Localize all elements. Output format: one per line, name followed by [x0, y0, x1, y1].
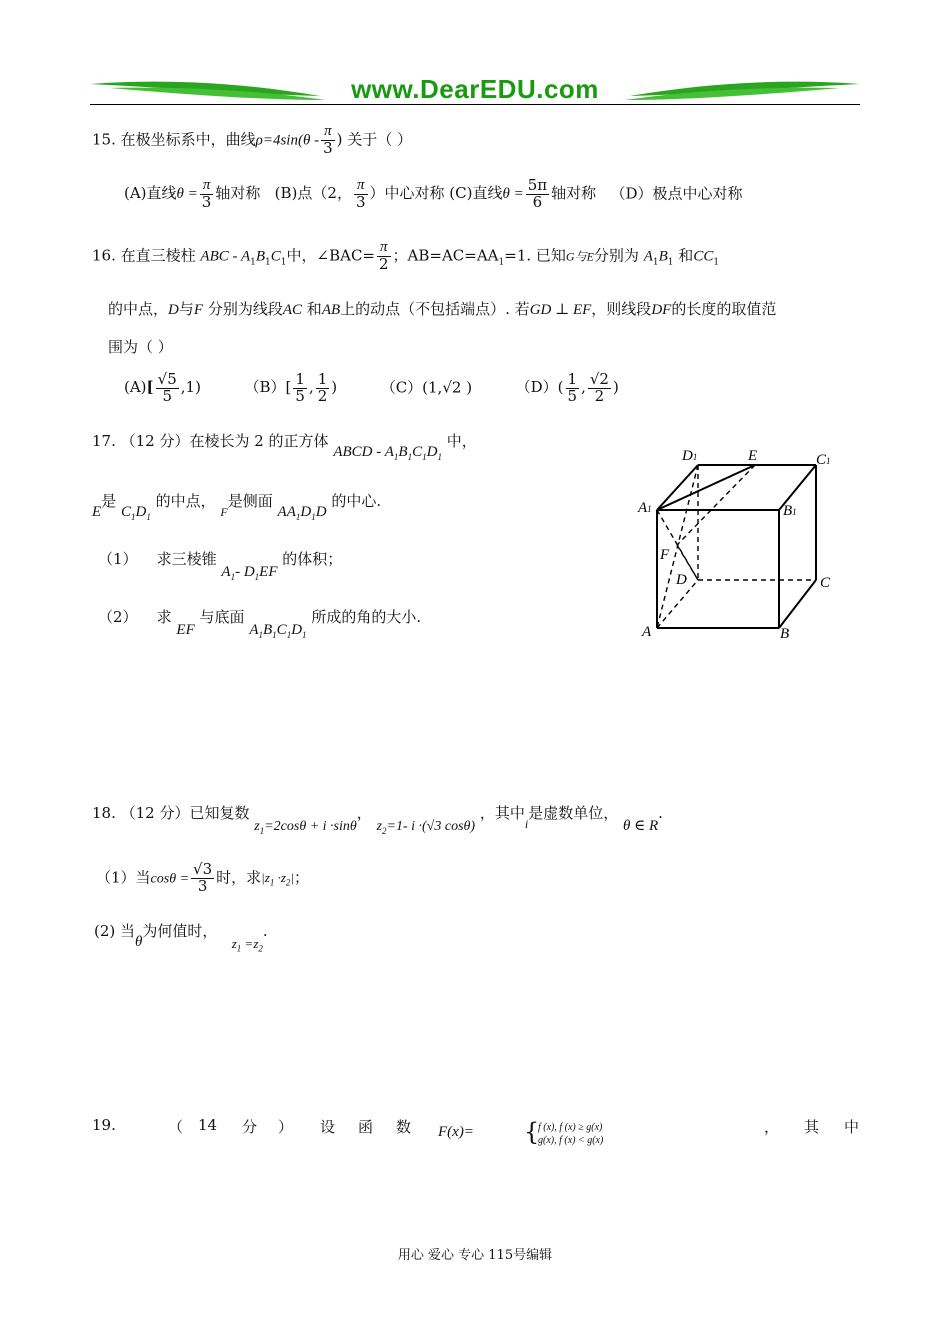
cube-figure — [630, 440, 850, 650]
label-a1: A1 — [638, 500, 652, 516]
label-d1: D1 — [682, 448, 698, 464]
label-c1: C1 — [816, 452, 831, 468]
edge-bc — [779, 580, 816, 628]
q16-line2: 的中点，D与F 分别为线段AC 和AB上的动点（不包括端点）. 若GD ⊥ EF，则线段DF的长度的取值范 — [108, 300, 777, 318]
q16-line3: 围为（ ） — [108, 338, 173, 356]
q15-options — [124, 178, 743, 211]
q18-part2: (2) 当θ为何值时， $z_1 =z_2$. — [94, 922, 268, 954]
q16-option-d: （D）( $\frac{1}{5}$ , $\frac{√2}{2}$ ) — [515, 370, 619, 405]
q15-frac: $\frac{\pi}{3}$ — [323, 123, 333, 157]
q16-option-c: （C）(1,√2 ) — [380, 378, 473, 397]
q15-stem: 15. 在极坐标系中，曲线ρ=4sin(θ - $\frac{\pi}{3}$ ) 关于（ ） — [92, 123, 413, 157]
q18-part1: （1）当cosθ = $\frac{√3}{3}$ 时，求$|z_1 \cdot z_2|$； — [96, 860, 309, 895]
q18-line1: 18. （12 分）已知复数 $z_1=2\cos\theta + i \cdot\sin\theta$， $z_2=1-$ i ·(√3 cosθ) ，其中$_i$是虚数单位， θ ∈ R. — [92, 804, 663, 836]
edge-a1d1 — [657, 465, 698, 510]
label-c: C — [820, 575, 831, 591]
q16-option-a: (A)[ $\frac{√5}{5}$ ,1) — [124, 370, 201, 405]
q16-option-b: （B）[ $\frac{1}{5}$ , $\frac{1}{2}$ ) — [244, 370, 338, 405]
page-footer: 用心 爱心 专心 115号编辑 — [397, 1248, 553, 1263]
q17-line2: E是 $C_1D_1$ 的中点， $_F$是侧面 $AA_1D_1D$ 的中心. — [92, 492, 382, 522]
brace-icon: { — [524, 1118, 540, 1146]
header-banner — [90, 74, 860, 108]
q15-option-a: (A)直线θ = $\frac{\pi}{3}$ 轴对称 — [124, 177, 261, 211]
q16-line1: 16. 在直三棱柱 ABC - $A_1B_1C_1$中，∠BAC= $\frac{\pi}{2}$ ；$AB=AC=AA_1=1$. 已知G与E分别为 $A_1B_1$ 和$CC_1$ — [92, 239, 720, 273]
segment-a1e — [657, 465, 755, 510]
q19-line1: 19. （ 14 分 ） 设 函 数 F(x)= { f (x), f (x) ≥ g(x) g(x), f (x) < g(x) ， 其 中 — [92, 1116, 860, 1146]
label-a: A — [642, 624, 652, 640]
q15-option-b: (B)点（2， $\frac{\pi}{3}$ ）中心对称 — [274, 177, 445, 211]
q15-option-c: (C)直线θ = $\frac{5\pi}{6}$ 轴对称 — [449, 176, 597, 211]
q17-line1: 17. （12 分）在棱长为 2 的正方体 ABCD - $A_1B_1C_1D_1$ 中， — [92, 432, 477, 462]
q17-part2: （2） 求 EF 与底面 $A_1B_1C_1D_1$ 所成的角的大小. — [98, 608, 422, 640]
q16-options — [124, 372, 619, 405]
site-brand[interactable]: www.DearEDU.com — [351, 74, 599, 104]
q17-part1: （1） 求三棱锥 $A_1-$ $D_1EF$ 的体积； — [98, 550, 343, 582]
label-d: D — [676, 572, 687, 588]
label-b1: B1 — [783, 503, 797, 519]
label-f: F — [660, 547, 670, 563]
q15-option-d: （D）极点中心对称 — [610, 184, 743, 203]
header-rule — [90, 104, 860, 105]
label-b: B — [780, 626, 790, 642]
segment-ef-hidden — [677, 465, 755, 545]
label-e: E — [748, 448, 758, 464]
